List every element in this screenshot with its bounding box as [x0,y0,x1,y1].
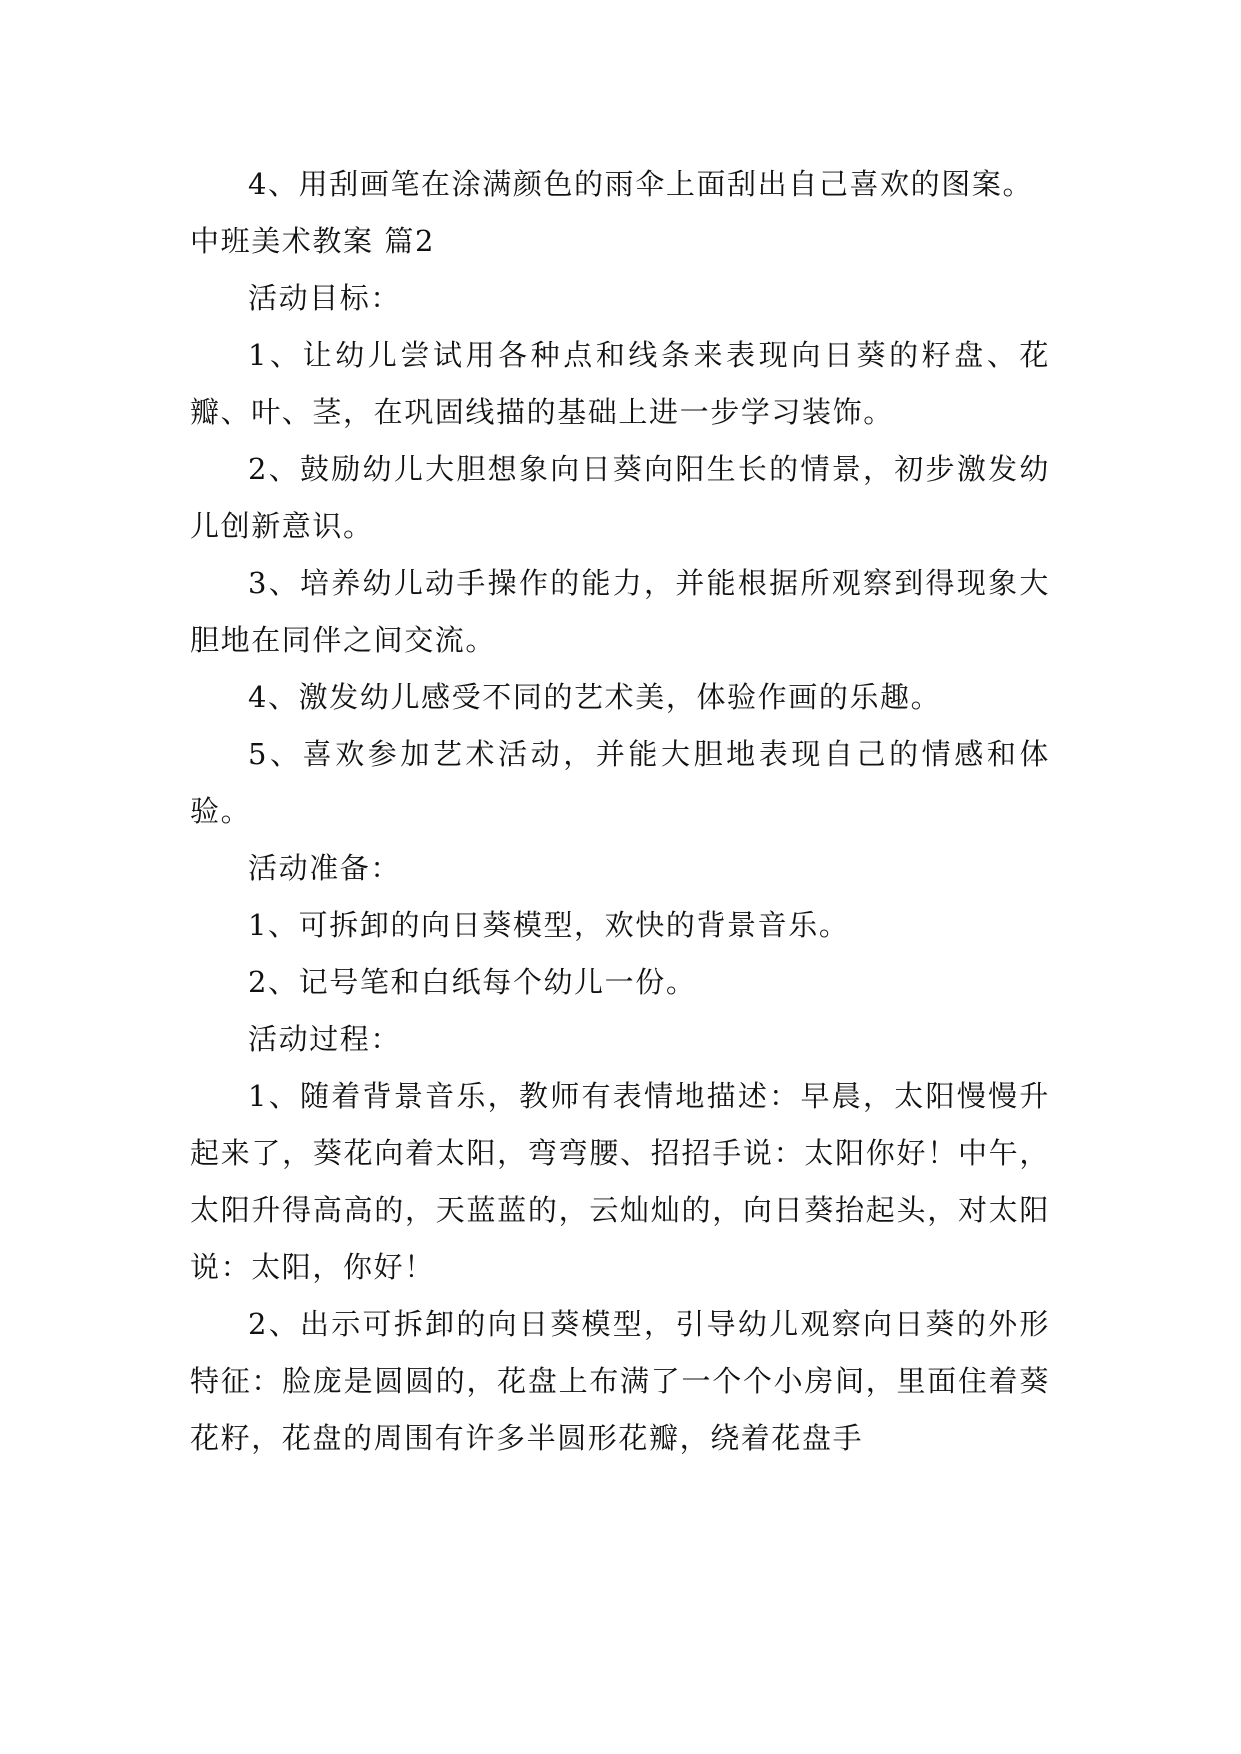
paragraph-goal-4: 4、激发幼儿感受不同的艺术美，体验作画的乐趣。 [248,680,942,714]
paragraph-goal-2: 2、鼓励幼儿大胆想象向日葵向阳生长的情景，初步激发幼儿创新意识。 [190,452,1050,543]
paragraph-prep-title: 活动准备： [248,851,402,885]
paragraph-step-4: 4、用刮画笔在涂满颜色的雨伞上面刮出自己喜欢的图案。 [248,167,1034,201]
paragraph-process-2: 2、出示可拆卸的向日葵模型，引导幼儿观察向日葵的外形特征：脸庞是圆圆的，花盘上布满了一个个小房间，里面住着葵花籽，花盘的周围有许多半圆形花瓣，绕着花盘手 [190,1307,1050,1455]
section-heading: 中班美术教案 篇2 [190,224,436,258]
paragraph-prep-2: 2、记号笔和白纸每个幼儿一份。 [248,965,697,999]
paragraph-goal-3: 3、培养幼儿动手操作的能力，并能根据所观察到得现象大胆地在同伴之间交流。 [190,566,1050,657]
document-body [190,156,1050,1467]
paragraph-prep-1: 1、可拆卸的向日葵模型，欢快的背景音乐。 [248,908,850,942]
paragraph-process-title: 活动过程： [248,1022,402,1056]
paragraph-goal-5: 5、喜欢参加艺术活动，并能大胆地表现自己的情感和体验。 [190,737,1050,828]
paragraph-goals-title: 活动目标： [248,281,402,315]
paragraph-process-1: 1、随着背景音乐，教师有表情地描述：早晨，太阳慢慢升起来了，葵花向着太阳，弯弯腰、招招手说：太阳你好！中午，太阳升得高高的，天蓝蓝的，云灿灿的，向日葵抬起头，对太阳说：太阳，你好！ [190,1079,1050,1284]
paragraph-goal-1: 1、让幼儿尝试用各种点和线条来表现向日葵的籽盘、花瓣、叶、茎，在巩固线描的基础上进一步学习装饰。 [190,338,1050,429]
